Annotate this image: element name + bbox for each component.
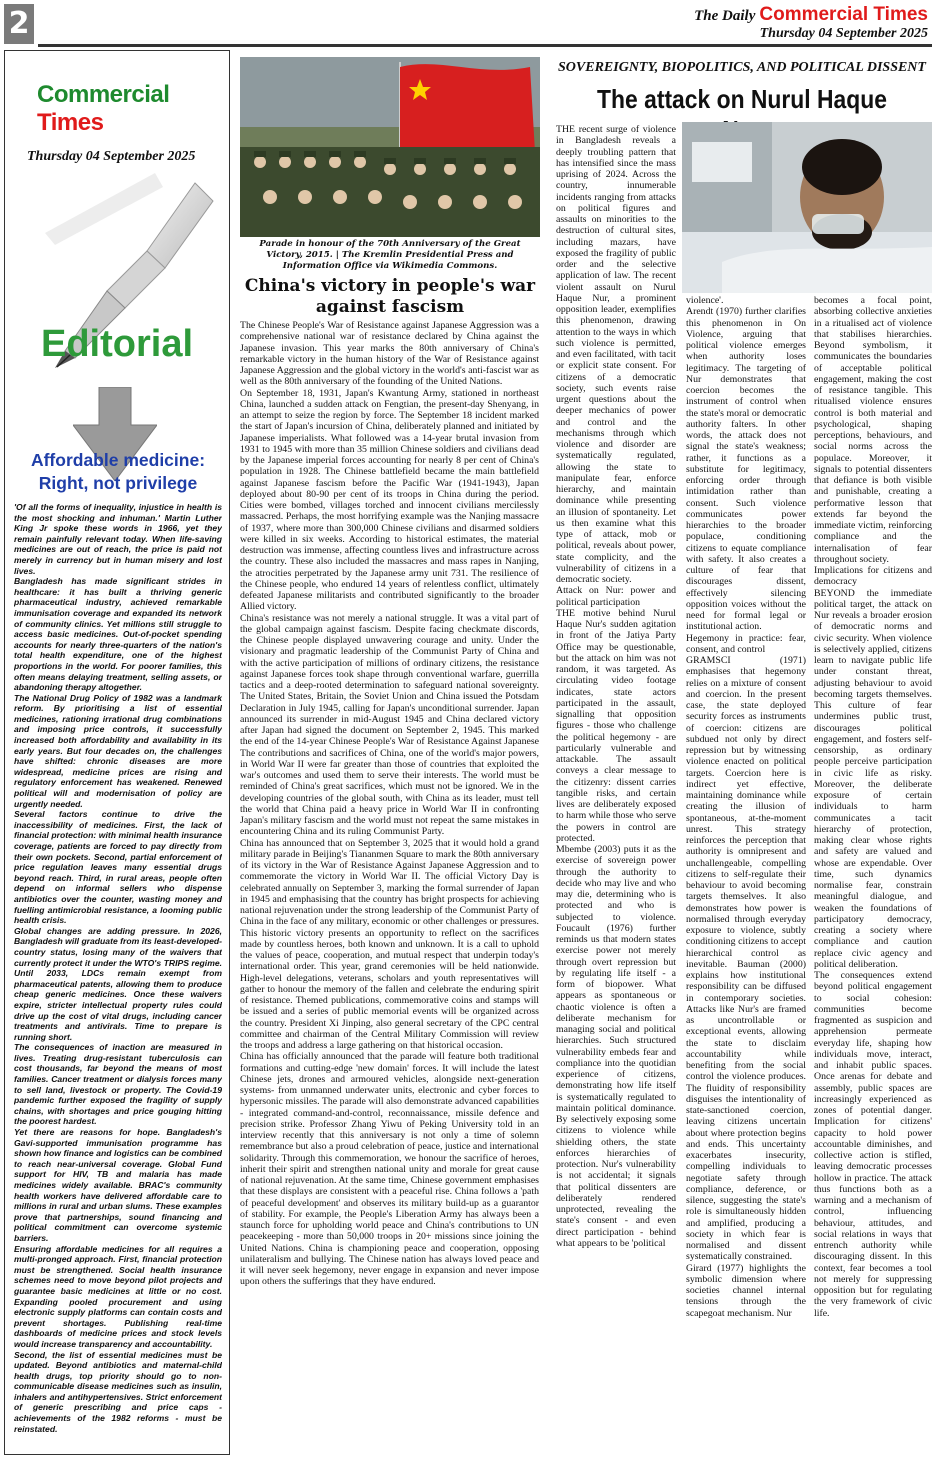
editorial-paragraph: The consequences of inaction are measured in lives. Treating drug-resistant tuberculosis can cost thousands, far beyond the means of most families. Cancer treatment or dialysis forces many to sell land, livestock or property. The Covid-19 pandemic further exposed the fragility of supply chains, with shortages and price gouging hitting the poorest hardest.: [14, 1042, 222, 1127]
header-rule: [38, 44, 932, 47]
editorial-logo: [37, 81, 229, 137]
editorial-paragraph: The National Drug Policy of 1982 was a landmark reform. By prioritising a list of essential medicines, rationing irrational drug combinations and imposing price controls, it successfully increased both affordability and availability in its early years. But four decades on, the challenges have shifted: chronic diseases are more widespread, medicine prices are rising and regulatory enforcement has weakened. Renewed political will and modernisation of policy are urgently needed.: [14, 692, 222, 809]
nur-paragraph: The consequences extend beyond political engagement to social cohesion: communities become fragmented as suspicion and apprehension permeate everyday life, shaping how individuals move, interact, and inhabit public spaces. Once arenas for debate and assembly, public spaces are increasingly experienced as zones of potential danger. Implication for citizens' capacity to hold power accountable diminishes, and collective action is stifled, leaving democratic processes hollow in practice. The attack thus functions both as a warning and a mechanism of control, influencing behaviour, attitudes, and social relations in ways that entrench authority while discouraging dissent. In this context, fear becomes a tool not merely for suppressing opposition but for regulating the very framework of civic life.: [814, 970, 932, 1319]
nur-paragraph: becomes a focal point, absorbing collective anxieties in a ritualised act of violence that stabilises hierarchies. Beyond symbolism, it communicates the boundaries of acceptable political engagement, making the cost of resistance tangible. This ritualised violence ensures control is both material and psychological, shaping perceptions, behaviours, and social norms across the populace. Moreover, it signals to potential dissenters that defiance is both visible and punishable, creating a performative lesson that extends far beyond the immediate victim, reinforcing compliance and the internalisation of fear throughout society.: [814, 295, 932, 565]
china-paragraph: China has announced that on September 3, 2025 that it would hold a grand military parade in Beijing's Tiananmen Square to mark the 80th anniversary of its victory in the War of Resistance Against Japanese Aggression and to commemorate the victory in World War II. The official Victory Day is celebrated annually on September 3, marking the formal surrender of Japan in 1945 and emphasising that the country has bright prospects for achieving national rejuvenation under the strong leadership of the Communist Party of China in the face of any military, economic or other challenges or pressures. This historic victory presents an opportunity to reflect on the sacrifices made by countless heroes, both known and unknown. It is a call to uphold the values of peace, cooperation, and mutual respect that underpin today's international order. This year, grand ceremonies will be held nationwide. High-level delegations, veterans, scholars and youth representatives will gather to honour the memory of the fallen and celebrate the enduring spirit of resistance. Themed publications, commemorative coins and stamps will be issued and a series of public memorial events will be organized across the country. President Xi Jinping, also general secretary of the CPC central committee and chairman of the Central Military Commission will review the troops and address a large gathering on that historical occasion.: [240, 837, 539, 1051]
nur-paragraph: BEYOND the immediate political target, the attack on Nur reveals a broader erosion of democratic norms and civic security. When violence is selectively applied, citizens learn to navigate public life under constant threat, adjusting behaviour to avoid becoming targets themselves. This culture of fear undermines public trust, discourages political engagement, and fosters self-censorship, as ordinary people perceive participation in civic life as risky. Moreover, the deliberate exposure of certain individuals to harm communicates a tacit hierarchy of protection, making clear whose rights and safety are valued and whose are expendable. Over time, such dynamics normalise fear, constrain meaningful dialogue, and weaken the foundations of participatory democracy, creating a society where compliance and caution replace civic agency and political deliberation.: [814, 587, 932, 970]
nur-paragraph: Mbembe (2003) puts it as the exercise of sovereign power through the authority to decide who may live and who may die, determining who is protected and who is subjected to violence. Foucault (1976) further reminds us that modern states exercise power not merely through overt repression but by regulating life itself - a form of biopower. What appears as spontaneous or chaotic violence is often a deliberate mechanism for managing social and political hierarchies. Such structured vulnerability embeds fear and compliance into the quotidian experience of citizens, demonstrating how life itself is systematically regulated to maintain political dominance. By selectively exposing some citizens to violence while shielding others, the state enforces hierarchies of protection. Nur's vulnerability is not accidental; it signals that political dissenters are deliberately rendered unprotected, revealing the state's consent - and even direct participation - behind what appears to be 'political: [556, 844, 676, 1249]
masthead-date: Thursday 04 September 2025: [759, 26, 928, 41]
editorial-body: [14, 502, 222, 1452]
editorial-paragraph: Global changes are adding pressure. In 2026, Bangladesh will graduate from its least-developed-country status, losing many of the waivers that currently protect it under the WTO's TRIPS regime. Until 2033, LDCs remain exempt from pharmaceutical patents, allowing them to produce cheap generic medicines. Once these waivers expire, stricter intellectual property rules could drive up the cost of vital drugs, including cancer treatments and antivirals. Time to prepare is running short.: [14, 925, 222, 1042]
editorial-paragraph: 'Of all the forms of inequality, injustice in health is the most shocking and inhuman.' Martin Luther King Jr spoke these words in 1966, yet they remain painfully relevant today. When life-saving medicines are out of reach, the price is paid not merely in currency but in human misery and lost lives.: [14, 502, 222, 576]
logo-commercial: Commercial: [37, 81, 170, 108]
nur-paragraph: GRAMSCI (1971) emphasises that hegemony relies on a mixture of consent and coercion. In the present case, the state deployed security forces as instruments of coercion: citizens are subdued not only by direct repression but by witnessing violence enacted on political targets. Coercion here is indirect yet effective, maintaining dominance while creating the illusion of spontaneous, at-the-moment unrest. This strategy reinforces the perception that authority is omnipresent and unchallengeable, compelling citizens to self-regulate their behaviour to avoid becoming targets themselves. It also demonstrates how power is normalised through everyday exposure to violence, subtly conditioning citizens to accept hierarchical control as inevitable. Bauman (2000) explains how institutional responsibility can be diffused in contemporary societies. Attacks like Nur's are framed as uncontrollable or exceptional events, allowing the state to disclaim accountability while benefiting from the social control the violence produces. The fluidity of responsibility disguises the intentionality of state-sanctioned coercion, leaving citizens uncertain about where protection begins and ends. This uncertainty exacerbates insecurity, compelling individuals to negotiate safety through compliance, deference, or silence, suggesting the state's role is simultaneously hidden and amplified, producing a society in which fear is normalised and dissent systematically constrained.: [686, 655, 806, 1263]
china-paragraph: On September 18, 1931, Japan's Kwantung Army, stationed in northeast China, launched a sudden attack on Fengtian, the present-day Shenyang, in an attempt to seize the region by force. The September 18 incident marked the start of Japan's incursion of China, deliberately planned and initiated by Japanese imperialists. What followed was a 14-year brutal invasion from 1931 to 1945 with more than 35 million Chinese soldiers and civilians dead by the Japanese imperial forces accounting for nearly 8 per cent of China's population in 1928. The Chinese battlefield became the main battlefield against Japanese fascism before the Pacific War (1941-1943), Japan deployed about 80-90 per cent of its troops in China during the period. Cities were bombed, villages torched and innocent civilians mercilessly massacred. Perhaps, the most horrifying example was the Nanjing massacre of 1937, where more than 300,000 Chinese civilians and disarmed soldiers were killed in six weeks. According to historical estimates, the material destruction was immense, affecting countless lives and infrastructure across the country. These also included the massacres and mass rapes in Nanjing, the atrocities perpetrated by the Japanese army unit 731. The resilience of the Chinese people, who endured 14 years of relentless conflict, ultimately defeated Japanese militarists and contributed significantly to the broader Allied victory.: [240, 387, 539, 613]
china-article-body: [240, 320, 539, 1456]
nur-paragraph: THE recent surge of violence in Bangladesh reveals a deeply troubling pattern that has intensified since the mass uprising of 2024. Across the country, innumerable incidents ranging from attacks on political figures and assaults on minorities to the destruction of cultural sites, including mazars, have exposed the fragility of public order and the selective application of law. The recent violent assault on Nurul Haque Nur, a prominent opposition leader, exemplifies this phenomenon, drawing attention to the ways in which such violence is permitted, and even facilitated, with tacit or explicit state consent. For citizens of a democratic society, such events raise urgent questions about the deeper mechanics of power and control and the mechanisms through which violence and disorder are systematically regulated, allowing the state to manipulate fear, enforce hierarchy, and maintain dominance while presenting an illusion of spontaneity. Let us then examine what this type of attack, mob or political, reveals about power, state complicity, and the vulnerability of citizens in a democratic society.: [556, 124, 676, 585]
editorial-paragraph: Several factors continue to drive the inaccessibility of medicines. First, the lack of financial protection: with minimal health insurance coverage, patients are forced to pay directly from their own pockets. Second, partial enforcement of price regulation leaves many essential drugs beyond reach. Third, in rural areas, people often depend on informal sellers who dispense antibiotics over the counter, wasting money and fuelling antimicrobial resistance, a looming public health crisis.: [14, 809, 222, 926]
editorial-paragraph: Second, the list of essential medicines must be updated. Beyond antibiotics and maternal-child health drugs, top priority should go to non-communicable disease medicines such as insulin, inhalers and antihypertensives. Strict enforcement of generic prescribing and price caps - achievements of the 1982 reforms - must be reinstated.: [14, 1349, 222, 1434]
editorial-paragraph: Bangladesh has made significant strides in healthcare: it has built a thriving generic pharmaceutical industry, achieved remarkable immunisation coverage and expanded its network of community clinics. Yet millions still struggle to access basic medicines. Out-of-pocket spending accounts for nearly three-quarters of the nation's total health expenditure, one of the highest proportions in the world. For poorer families, this often means delaying treatment, selling assets, or abandoning therapy altogether.: [14, 576, 222, 693]
nur-paragraph: Girard (1977) highlights the symbolic dimension where societies channel internal tensions through the scapegoat mechanism. Nur: [686, 1262, 806, 1319]
china-headline: China's victory in people's war against fascism: [244, 276, 536, 317]
hospital-photo: [682, 122, 932, 293]
editorial-paragraph: Yet there are reasons for hope. Bangladesh's Gavi-supported immunisation programme has shown how finance and logistics can be combined to reach near-universal coverage. Global Fund support for HIV, TB and malaria has made medicines widely available. BRAC's community health workers have delivered affordable care to millions in rural and urban slums. These examples prove that partnerships, sound financing and political commitment can overcome systemic barriers.: [14, 1127, 222, 1243]
nur-paragraph: violence'.: [686, 295, 724, 306]
nur-column-1: [556, 124, 676, 1456]
china-paragraph: China has officially announced that the parade will feature both traditional formations and cutting-edge 'new domain' forces. It will include the latest Chinese jets, drones and armoured vehicles, alongside next-generation systems- from unmanned underwater units, electronic and cyber forces to hypersonic missiles. The parade will also demonstrate advanced capabilities - integrated command-and-control, reconnaissance, missile defence and precision strike. Professor Zhang Yiwu of Peking University told in an interview recently that this anniversary is not only a time of solemn remembrance but also a proud celebration of peace, justice and international solidarity. Through this commemoration, we honour the sacrifice of heroes, inherit their spirit and strengthen national unity and morale for great cause of national rejuvenation. At the same time, Chinese government emphasises that these displays are consistent with a peaceful rise. China follows a 'path of peaceful development' and observes its military build-up as a guarantor of stability. For example, the People's Liberation Army has always been a staunch force for upholding world peace and China's contributions to UN peacekeeping - more than 50,000 troops in 20+ missions since joining the United Nations. China is championing peace and cooperation, opposing unilateralism and bullying. The Chinese nation has always loved peace and it will never seek hegemony, never engage in expansion and never impose upon others the sufferings that they have endured.: [240, 1051, 539, 1288]
nur-kicker: SOVEREIGNTY, BIOPOLITICS, AND POLITICAL DISSENT: [558, 60, 926, 75]
logo-times: Times: [37, 109, 104, 136]
parade-photo: [240, 57, 540, 237]
masthead-the-daily: The Daily: [694, 8, 756, 24]
nur-subheading: Attack on Nur: power and political participation: [556, 585, 676, 608]
nur-column-2: [686, 295, 806, 1456]
photo-caption: Parade in honour of the 70th Anniversary of the Great Victory, 2015. | The Kremlin Presidential Press and Information Office via Wikimedia Commons.: [259, 239, 521, 272]
editorial-section-label: Editorial: [41, 323, 194, 365]
china-paragraph: The Chinese People's War of Resistance against Japanese Aggression was a comprehensive national war of resistance declared by China against the Japanese invasion. This year marks the 80th anniversary of China's remarkable victory in the human history of the War of Resistance against Japanese Aggression and the global victory in the world's anti-fascist war as well as the 80th anniversary of the founding of the United Nations.: [240, 320, 539, 388]
editorial-column: [4, 50, 230, 1455]
editorial-date: Thursday 04 September 2025: [27, 149, 196, 164]
editorial-paragraph: Ensuring affordable medicines for all requires a multi-pronged approach. First, financial protection must be strengthened. Social health insurance schemes need to move beyond pilot projects and guarantee basic medicines at little or no cost. Expanding pooled procurement and using electronic supply platforms can contain costs and prevent shortages. Publishing real-time dashboards of medicine prices and stock levels would increase transparency and accountability.: [14, 1243, 222, 1349]
nur-paragraph: THE motive behind Nurul Haque Nur's sudden agitation in front of the Jatiya Party Office may be questionable, but the attack on him was not random, it was targeted. As circulating video footage indicates, state actors participated in the assault, signalling that opposition figures - those who challenge the political hegemony - are particularly vulnerable and attackable. The assault conveys a clear message to the citizenry: dissent carries tangible risks, and certain lives are deliberately exposed to harm while those who serve the powers in control are protected.: [556, 607, 676, 844]
nur-subheading: Hegemony in practice: fear, consent, and control: [686, 632, 806, 655]
nur-subheading: Implications for citizens and democracy: [814, 565, 932, 588]
editorial-headline: Affordable medicine: Right, not privilege: [30, 450, 206, 493]
china-paragraph: China's resistance was not merely a national struggle. It was a vital part of the global campaign against fascism. Despite facing checkmate discords, the Chinese people displayed unwavering courage and unity. Under the visionary and pragmatic leadership of the Communist Party of China and with the active participation of millions of ordinary citizens, the resistance against Japanese forces took shape through conventional warfare, guerrilla tactics and a deep-rooted determination to safeguard national sovereignty. The United States, Britain, the Soviet Union and China issued the Potsdam Declaration in July 1945, calling for Japan's unconditional surrender. Japan announced its surrender in mid-August 1945 and China declared victory after Japan had signed the document on September 2, 1945. This marked the end of the 14-year Chinese People's War of Resistance Against Japanese The contributions and sacrifices of China, one of the world's major powers, in World War II were far greater than those of countries that exploited the war's outcomes and used them to serve their interests. The world must be reminded of China's great sacrifices, which must not be ignored. We in the developing countries of the global south, with China as its leader, must tell the world that China paid a heavy price in World War II in confronting Japan's military fascism and the world must not repeat the same mistakes in encountering China and its ruling Communist Party.: [240, 612, 539, 838]
masthead-name: Commercial Times: [759, 4, 928, 25]
nur-headline: The attack on Nurul Haque: [597, 84, 887, 114]
page-number: 2: [4, 4, 34, 44]
masthead: [694, 4, 928, 26]
nur-column-3: [814, 295, 932, 1456]
nur-paragraph: Arendt (1970) further clarifies this phenomenon in On Violence, arguing that political violence emerges when authority loses legitimacy. The targeting of Nur demonstrates that coercion becomes the instrument of control when the state's moral or democratic authority falters. In other words, the attack does not signal the state's weakness; rather, it functions as a substitute for legitimacy, enforcing order through intimidation rather than consent. Such violence communicates power hierarchies to the broader populace, conditioning citizens to equate compliance with safety. It also creates a culture of fear that discourages dissent, effectively silencing opposition voices without the need for formal legal or institutional action.: [686, 306, 806, 633]
